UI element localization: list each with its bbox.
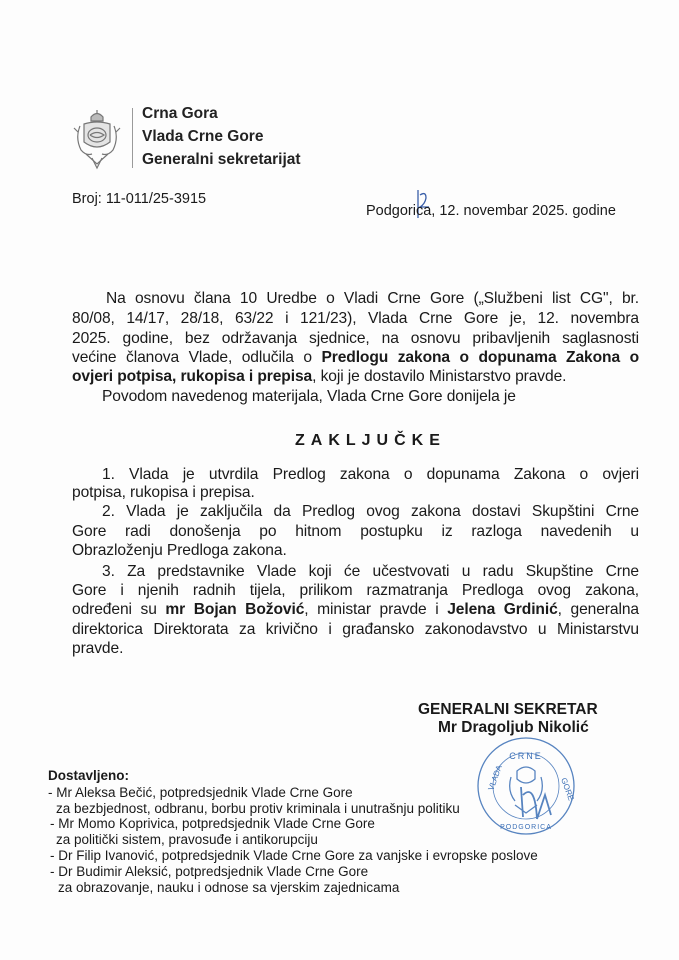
representative-name: Jelena Grdinić [447, 601, 558, 618]
place-date: Podgorica, 12. novembar 2025. godine [366, 203, 616, 219]
signatory-name: Mr Dragoljub Nikolić [438, 719, 589, 736]
recipient-line: - Dr Filip Ivanović, potpredsjednik Vlade Crne Gore za vanjske i evropske poslove [50, 848, 538, 863]
svg-text:GORE: GORE [559, 776, 576, 802]
intro-line: ovjeri potpisa, rukopisa i prepisa, koji je dostavilo Ministarstvo pravde. [72, 368, 567, 385]
intro-line: Povodom navedenog materijala, Vlada Crne Gore donijela je [102, 388, 516, 405]
svg-text:PODGORICA: PODGORICA [500, 824, 552, 831]
official-stamp-icon [475, 735, 577, 837]
montenegro-coat-of-arms-icon [72, 108, 122, 170]
intro-line: većine članova Vlade, odlučila o Predlogu zakona o dopunama Zakona o [72, 349, 639, 366]
law-title-bold: Predlogu zakona o dopunama Zakona o [321, 349, 639, 366]
law-title-bold: ovjeri potpisa, rukopisa i prepisa [72, 368, 313, 385]
letterhead-divider [132, 108, 133, 168]
distribution-heading: Dostavljeno: [48, 768, 130, 783]
recipient-line: - Dr Budimir Aleksić, potpredsjednik Vlade Crne Gore [50, 864, 369, 879]
signatory-role: GENERALNI SEKRETAR [418, 701, 598, 718]
recipient-line: - Mr Momo Koprivica, potpredsjednik Vlade Crne Gore [50, 816, 375, 831]
document-number: Broj: 11-011/25-3915 [72, 191, 207, 207]
conclusions-title: ZAKLJUČKE [295, 432, 446, 449]
header-government: Vlada Crne Gore [142, 128, 264, 145]
recipient-portfolio: za politički sistem, pravosuđe i antikorupciju [56, 832, 318, 847]
header-country: Crna Gora [142, 105, 218, 122]
svg-text:CRNE: CRNE [509, 751, 543, 761]
recipient-portfolio: za bezbjednost, odbranu, borbu protiv kriminala i unutrašnju politiku [56, 801, 460, 816]
recipient-portfolio: za obrazovanje, nauku i odnose sa vjerskim zajednicama [58, 880, 400, 895]
intro-line: 2025. godine, bez održavanja sjednice, na osnovu pribavljenih saglasnosti [72, 330, 639, 347]
header-department: Generalni sekretarijat [142, 151, 301, 168]
intro-line: 80/08, 14/17, 28/18, 63/22 i 121/23), Vlada Crne Gore je, 12. novembra [72, 310, 639, 327]
intro-line: Na osnovu člana 10 Uredbe o Vladi Crne Gore („Službeni list CG", br. [106, 290, 639, 307]
svg-text:VLADA: VLADA [486, 763, 504, 792]
representative-name: mr Bojan Božović [165, 601, 305, 618]
recipient-line: - Mr Aleksa Bečić, potpredsjednik Vlade Crne Gore [48, 785, 353, 800]
